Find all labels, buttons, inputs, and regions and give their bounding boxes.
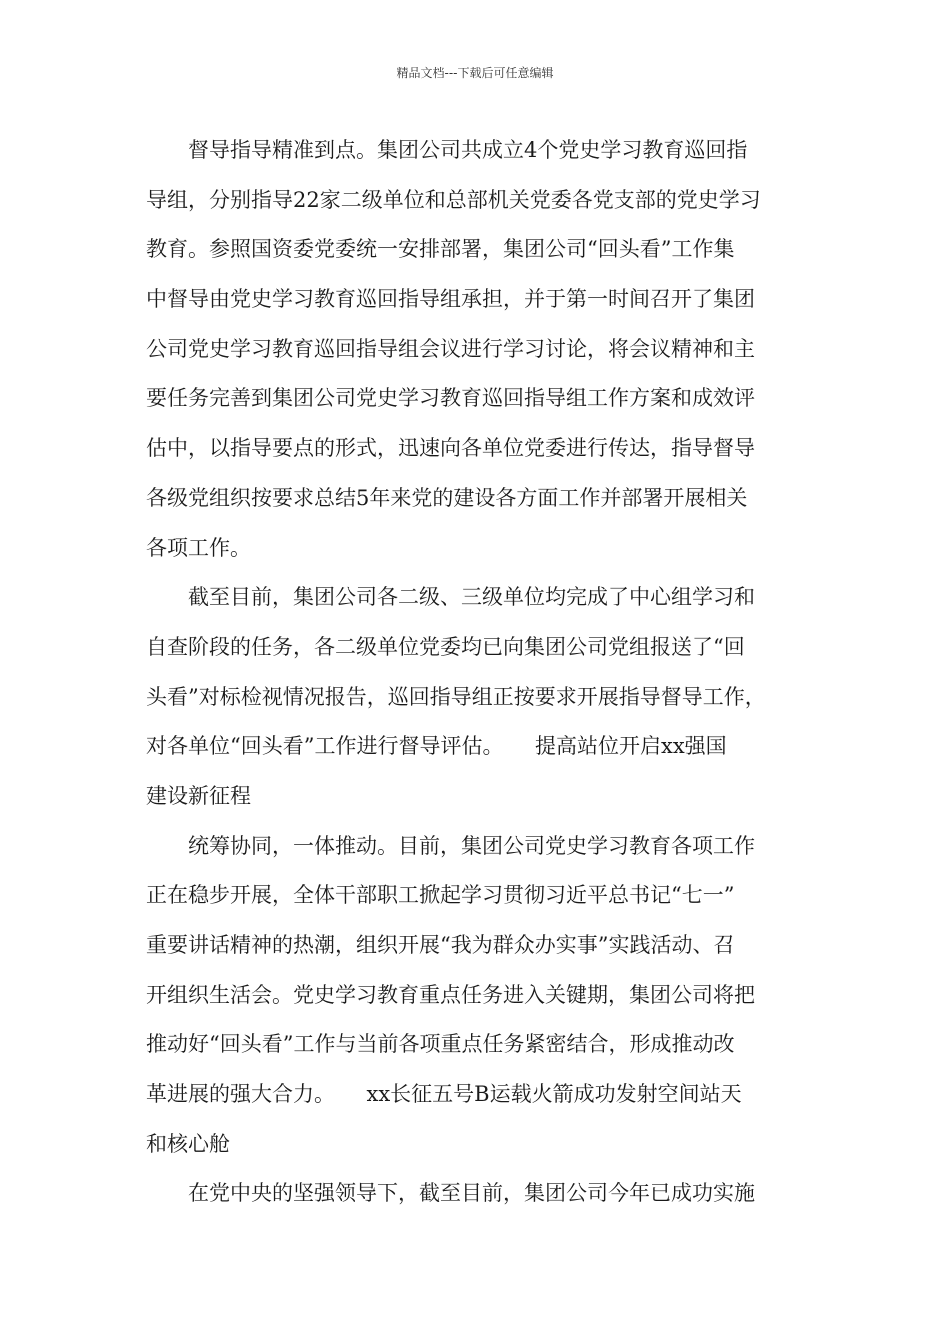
text-line: 正在稳步开展，全体干部职工掀起学习贯彻习近平总书记“七一” (146, 883, 735, 908)
text-line: 教育。参照国资委党委统一安排部署，集团公司“回头看”工作集 (146, 237, 735, 262)
text-line: 开组织生活会。党史学习教育重点任务进入关键期，集团公司将把 (146, 982, 755, 1007)
text-line: 头看”对标检视情况报告，巡回指导组正按要求开展指导督导工作， (146, 684, 766, 709)
text-line: 要任务完善到集团公司党史学习教育巡回指导组工作方案和成效评 (146, 386, 755, 411)
text-line: 推动好“回头看”工作与当前各项重点任务紧密结合，形成推动改 (146, 1032, 735, 1057)
text-line: 统筹协同，一体推动。目前，集团公司党史学习教育各项工作 (188, 833, 755, 858)
text-line: 截至目前，集团公司各二级、三级单位均完成了中心组学习和 (188, 585, 755, 610)
text-line: 中督导由党史学习教育巡回指导组承担，并于第一时间召开了集团 (146, 287, 755, 312)
page-header: 精品文档---下载后可任意编辑 (396, 66, 554, 80)
text-line: 革进展的强大合力。 xx长征五号B运载火箭成功发射空间站天 (146, 1082, 742, 1107)
text-line: 公司党史学习教育巡回指导组会议进行学习讨论，将会议精神和主 (146, 336, 755, 361)
text-line: 导组，分别指导22家二级单位和总部机关党委各党支部的党史学习 (146, 187, 761, 212)
document-body (146, 126, 814, 1219)
text-line: 各级党组织按要求总结5年来党的建设各方面工作并部署开展相关 (146, 485, 748, 510)
text-line: 自查阶段的任务，各二级单位党委均已向集团公司党组报送了“回 (146, 634, 745, 659)
text-line: 各项工作。 (146, 535, 251, 560)
text-line: 建设新征程 (146, 783, 251, 808)
text-line: 和核心舱 (146, 1131, 230, 1156)
text-line: 督导指导精准到点。集团公司共成立4个党史学习教育巡回指 (188, 138, 748, 162)
text-line: 在党中央的坚强领导下，截至目前，集团公司今年已成功实施 (188, 1181, 755, 1206)
text-line: 对各单位“回头看”工作进行督导评估。 提高站位开启xx强国 (146, 734, 727, 759)
text-line: 估中，以指导要点的形式，迅速向各单位党委进行传达，指导督导 (146, 436, 755, 461)
text-line: 重要讲话精神的热潮，组织开展“我为群众办实事”实践活动、召 (146, 933, 735, 957)
